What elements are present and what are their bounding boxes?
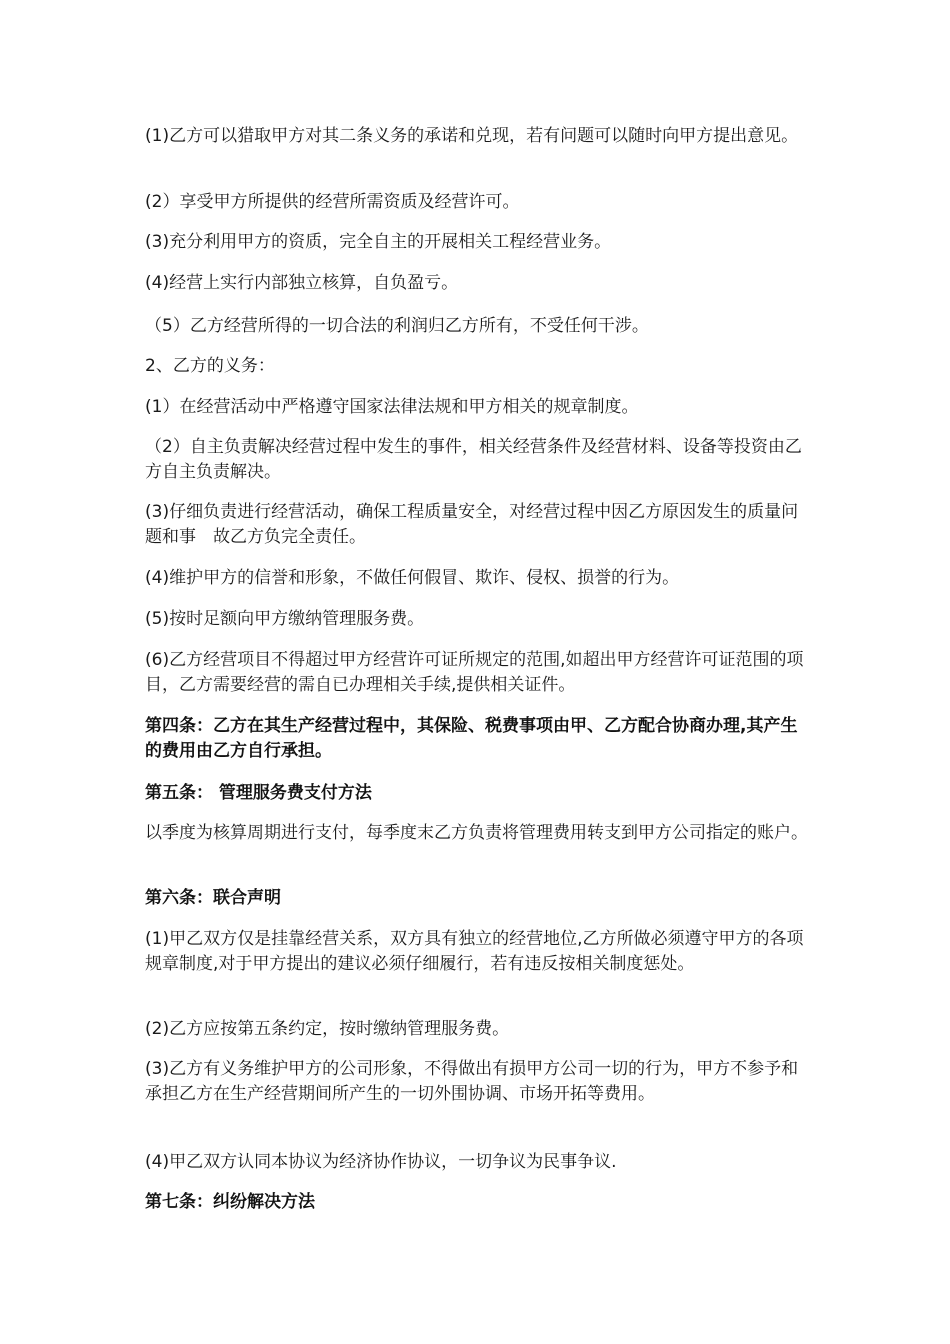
paragraph: (4)维护甲方的信誉和形象，不做任何假冒、欺诈、侵权、损誉的行为。 — [145, 568, 680, 588]
article-six-heading: 第六条：联合声明 — [145, 888, 281, 908]
paragraph: 以季度为核算周期进行支付，每季度末乙方负责将管理费用转支到甲方公司指定的账户。 — [145, 823, 808, 843]
paragraph: (1)乙方可以猎取甲方对其二条义务的承诺和兑现，若有问题可以随时向甲方提出意见。 — [145, 126, 799, 146]
paragraph: （2）自主负责解决经营过程中发生的事件，相关经营条件及经营材料、设备等投资由乙方自主负责解决。 — [145, 437, 802, 482]
article-four-heading: 第四条：乙方在其生产经营过程中，其保险、税费事项由甲、乙方配合协商办理,其产生的费用由乙方自行承担。 — [145, 716, 798, 761]
article-seven-heading: 第七条：纠纷解决方法 — [145, 1192, 315, 1212]
paragraph: (3)仔细负责进行经营活动，确保工程质量安全，对经营过程中因乙方原因发生的质量问题和事 故乙方负完全责任。 — [145, 502, 799, 547]
paragraph: (3)充分利用甲方的资质，完全自主的开展相关工程经营业务。 — [145, 232, 612, 252]
paragraph: (1)甲乙双方仅是挂靠经营关系，双方具有独立的经营地位,乙方所做必须遵守甲方的各项规章制度,对于甲方提出的建议必须仔细履行，若有违反按相关制度惩处。 — [145, 929, 804, 974]
paragraph: (1）在经营活动中严格遵守国家法律法规和甲方相关的规章制度。 — [145, 397, 639, 417]
paragraph: (4)经营上实行内部独立核算，自负盈亏。 — [145, 273, 459, 293]
paragraph: (6)乙方经营项目不得超过甲方经营许可证所规定的范围,如超出甲方经营许可证范围的项目，乙方需要经营的需自已办理相关手续,提供相关证件。 — [145, 650, 804, 695]
article-five-heading: 第五条： 管理服务费支付方法 — [145, 783, 372, 803]
paragraph: (2)乙方应按第五条约定，按时缴纳管理服务费。 — [145, 1019, 510, 1039]
paragraph: (5)按时足额向甲方缴纳管理服务费。 — [145, 609, 425, 629]
paragraph: (3)乙方有义务维护甲方的公司形象，不得做出有损甲方公司一切的行为，甲方不参予和承担乙方在生产经营期间所产生的一切外围协调、市场开拓等费用。 — [145, 1059, 799, 1104]
paragraph: (4)甲乙双方认同本协议为经济协作协议，一切争议为民事争议. — [145, 1152, 617, 1172]
paragraph: （5）乙方经营所得的一切合法的利润归乙方所有，不受任何干涉。 — [145, 316, 649, 336]
paragraph: 2、乙方的义务： — [145, 356, 275, 376]
paragraph: (2）享受甲方所提供的经营所需资质及经营许可。 — [145, 192, 520, 212]
